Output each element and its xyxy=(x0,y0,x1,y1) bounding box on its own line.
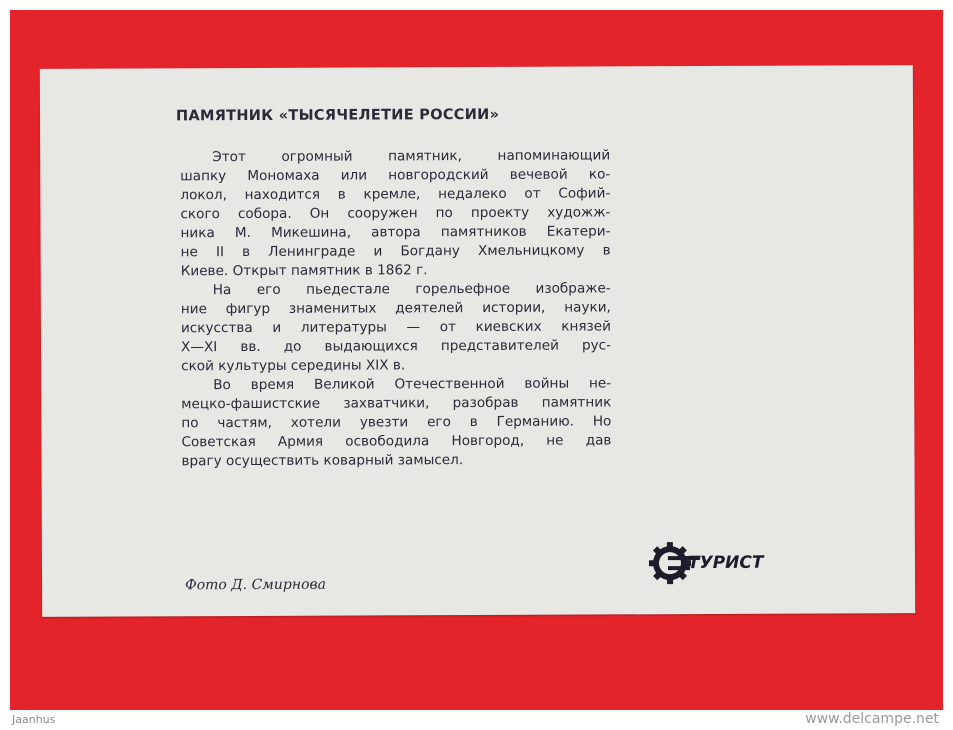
turist-logo xyxy=(646,538,771,589)
text-line: искусства и литературы — от киевских князей xyxy=(180,318,611,337)
text-line: по частям, хотели увезти его в Германию. Но xyxy=(181,413,612,432)
text-line: ского собора. Он сооружен по проекту художж- xyxy=(180,204,611,223)
watermark-right: www.delcampe.net xyxy=(805,711,939,727)
text-line: X—XI вв. до выдающихся представителей рус- xyxy=(180,337,612,356)
text-line: мецко-фашистские захватчики, разобрав памятник xyxy=(181,394,612,413)
postcard xyxy=(40,65,915,617)
text-line: ской культуры середины XIX в. xyxy=(181,357,406,375)
card-title: ПАМЯТНИК «ТЫСЯЧЕЛЕТИЕ РОССИИ» xyxy=(175,106,500,125)
text-line: не II в Ленинграде и Богдану Хмельницкому в xyxy=(180,242,611,261)
text-line: На его пьедестале горельефное изображе- xyxy=(212,280,611,299)
watermark-left: Jaanhus xyxy=(12,713,56,726)
description-text xyxy=(180,146,611,471)
text-line: ние фигур знаменитых деятелей истории, науки, xyxy=(180,299,611,318)
text-line: локол, находится в кремле, недалеко от Софий- xyxy=(180,185,611,204)
text-line: Киеве. Открыт памятник в 1862 г. xyxy=(180,262,428,280)
photo-credit: Фото Д. Смирнова xyxy=(185,576,327,594)
text-line: Этот огромный памятник, напоминающий xyxy=(212,147,611,166)
logo-text: ТУРИСТ xyxy=(687,552,764,574)
text-line: Во время Великой Отечественной войны не- xyxy=(213,375,612,394)
text-line: шапку Мономаха или новгородский вечевой ко- xyxy=(180,166,611,185)
text-line: ника М. Микешина, автора памятников Екатери- xyxy=(180,223,611,242)
text-line: врагу осуществить коварный замысел. xyxy=(181,452,464,470)
text-line: Советская Армия освободила Новгород, не дав xyxy=(181,432,612,451)
